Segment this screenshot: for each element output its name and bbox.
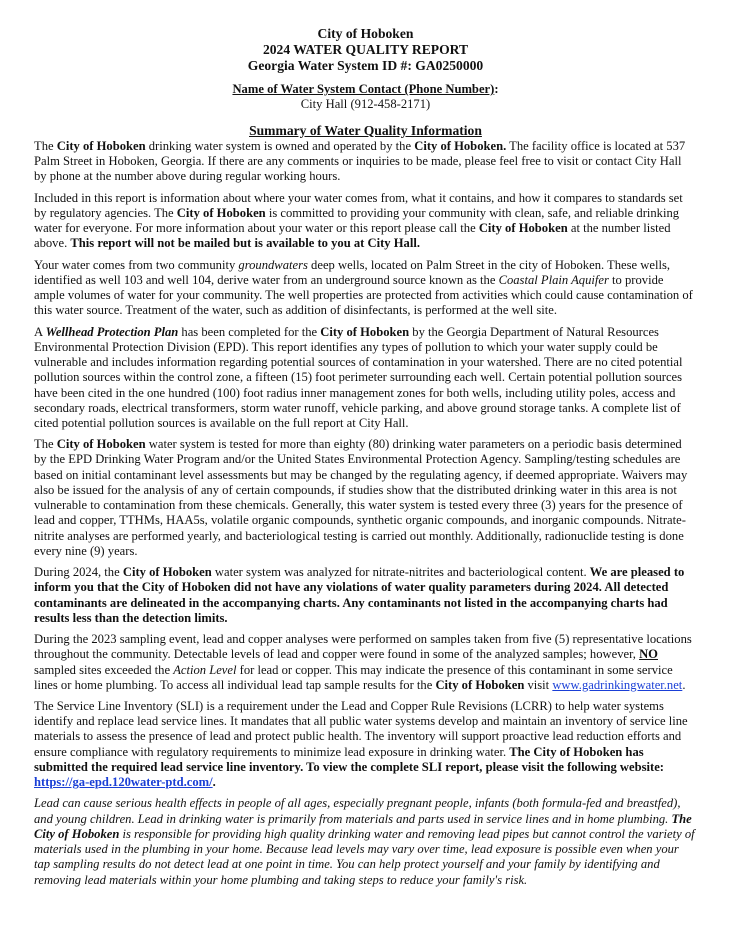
contact-label: Name of Water System Contact (Phone Number)	[232, 82, 495, 97]
text: is responsible for providing high quality drinking water and removing lead pipes but cannot control the variety of materials used in the plumbing in your home. Because lead levels may vary over time, lead exposure is possible even when your tap sampling results do not detect lead at one point in time. You can help protect yourself and your family by identifying and removing lead materials within your home plumbing and taking steps to reduce your family's risk.	[34, 826, 695, 887]
text: by the Georgia Department of Natural Resources Environmental Protection Division (EPD). This report identifies any types of pollution to which your water supply could be vulnerable and includes information regarding potential sources of contamination in your watershed. There are no cited potential pollution sources within the control zone, a fifteen (15) foot perimeter surrounding each well. Certain potential pollution sources have been cited in the one hundred (100) foot radius inner management zones for both wells, including utility poles, access and secondary roads, electrical transformers, storm water runoff, vehicle parking, and above ground storage tanks. A complete list of cited potential pollution sources is available on the full report at City Hall.	[34, 324, 683, 430]
text: drinking water system is owned and operated by the	[145, 139, 415, 153]
text-bold: City of Hoboken	[56, 437, 146, 452]
paragraph-2024-results	[34, 565, 697, 626]
text: During the 2023 sampling event, lead and copper analyses were performed on samples taken from five (5) representative locations throughout the community. Detectable levels of lead and copper were found in some of the analyzed samples; however,	[34, 632, 692, 662]
text: The Service Line Inventory (SLI) is a requirement under the Lead and Copper Rule Revisions (LCRR) to help water systems identify and replace lead service lines. It mandates that all public water systems develop and maintain an inventory of service line materials to assess the presence of lead and protect public health. The inventory will support proactive lead reduction efforts and ensure compliance with regulatory requirements to minimize lead exposure in drinking water.	[34, 698, 688, 759]
contact-value: City Hall (912-458-2171)	[300, 97, 431, 112]
city-name: City of Hoboken	[317, 26, 414, 41]
text: Included in this report is information about where your water comes from, what it contains, and how it compares to standards set by regulatory agencies. The	[34, 190, 683, 220]
text-bold: This report will not be mailed but is available to you at City Hall.	[70, 236, 420, 251]
text: During 2024, the	[34, 565, 123, 580]
text-bold: City of Hoboken	[435, 677, 525, 692]
water-system-id: Georgia Water System ID #: GA0250000	[247, 58, 484, 74]
text-bold-italic: The City of Hoboken	[34, 811, 692, 841]
text-bold: City of Hoboken.	[414, 139, 507, 153]
text: water system is tested for more than eighty (80) drinking water parameters on a periodic basis determined by the EPD Drinking Water Program and/or the United States Environmental Protection Agency. Sampling/testing schedules are based on initial contaminant level assessments but may be changed by the regulating agency, if deemed appropriate. Waivers may also be issued for the analysis of any of certain compounds, if studies show that the distributed drinking water in this area is not vulnerable to contamination from these chemicals. Generally, this water system is tested every three (3) years for the presence of lead and copper, TTHMs, HAA5s, volatile organic compounds, synthetic organic compounds, and inorganic compounds. Nitrate-nitrite analyses are performed yearly, and bacteriological testing is carried out monthly. Additionally, radionuclide testing is done every nine (9) years.	[34, 437, 688, 558]
summary-heading: Summary of Water Quality Information	[249, 122, 482, 138]
text: .	[682, 677, 686, 692]
text: The facility office is located at 537 Palm Street in Hoboken, Georgia. If there are any comments or inquiries to be made, please feel free to visit or contact City Hall by phone at the number above during regular working hours.	[34, 139, 686, 184]
paragraph-ownership	[34, 139, 697, 185]
paragraph-testing	[34, 437, 697, 559]
text: to provide ample volumes of water for your community. The well properties are protected from activities which could cause contamination of this water source. Treatment of the water, such as addition of disinfectants, is performed at the well site.	[34, 272, 693, 318]
text-bold: City of Hoboken	[122, 565, 212, 580]
text: visit	[524, 677, 553, 692]
report-title: 2024 WATER QUALITY REPORT	[262, 42, 469, 58]
text-bold: City of Hoboken	[478, 221, 568, 236]
text: Your water comes from two community	[34, 257, 239, 272]
paragraph-water-source	[34, 258, 697, 319]
paragraph-wellhead-plan	[34, 325, 697, 432]
text: for lead or copper. This may indicate the presence of this contaminant in some service lines or home plumbing. To access all individual lead tap sample results for the	[34, 662, 673, 692]
paragraph-lead-health	[34, 796, 697, 887]
contact-block	[34, 82, 697, 112]
text: Lead can cause serious health effects in people of all ages, especially pregnant people, infants (both formula-fed and breastfed), and young children. Lead in drinking water is primarily from materials and parts used in service lines and in home plumbing.	[34, 796, 681, 826]
text-bold-italic: Wellhead Protection Plan	[45, 324, 179, 339]
text: deep wells, located on Palm Street in the city of Hoboken. These wells, identified as well 103 and well 104, derive water from an underground source known as the	[34, 257, 671, 287]
paragraph-lead-copper	[34, 632, 697, 693]
paragraph-report-info	[34, 191, 697, 252]
text-bold: .	[212, 775, 216, 790]
contact-colon: :	[494, 82, 499, 97]
gadrinkingwater-link[interactable]: www.gadrinkingwater.net	[552, 677, 683, 692]
text-italic: groundwaters	[238, 257, 308, 272]
text-bold: We are pleased to inform you that the City of Hoboken did not have any violations of water quality parameters during 2024. All detected contaminants are delineated in the accompanying charts. Any contaminants not listed in the accompanying charts had results less than the detection limits.	[34, 565, 685, 625]
text: sampled sites exceeded the	[34, 662, 174, 677]
text: water system was analyzed for nitrate-nitrites and bacteriological content.	[211, 565, 590, 580]
text-italic: Action Level	[173, 662, 237, 677]
text-italic: Coastal Plain Aquifer	[498, 272, 609, 287]
text: at the number listed above.	[34, 221, 671, 251]
text-bold: City of Hoboken	[320, 324, 410, 339]
text: The	[34, 437, 57, 452]
text-bold: The City of Hoboken has submitted the required lead service line inventory. To view the complete SLI report, please visit the following website:	[34, 744, 664, 774]
text-bold: City of Hoboken	[176, 205, 266, 220]
paragraph-service-line-inventory	[34, 699, 697, 790]
text: is committed to providing your community with clean, safe, and reliable drinking water for everyone. For more information about your water or this report please call the	[34, 205, 680, 236]
contact-label-line	[34, 82, 697, 97]
sli-report-link[interactable]: https://ga-epd.120water-ptd.com/	[34, 775, 213, 790]
text-bold-underline: NO	[639, 647, 658, 662]
text: has been completed for the	[178, 324, 321, 339]
text: The	[34, 139, 57, 153]
text: A	[34, 324, 46, 339]
text-bold: City of Hoboken	[56, 139, 146, 153]
report-header	[34, 26, 697, 74]
